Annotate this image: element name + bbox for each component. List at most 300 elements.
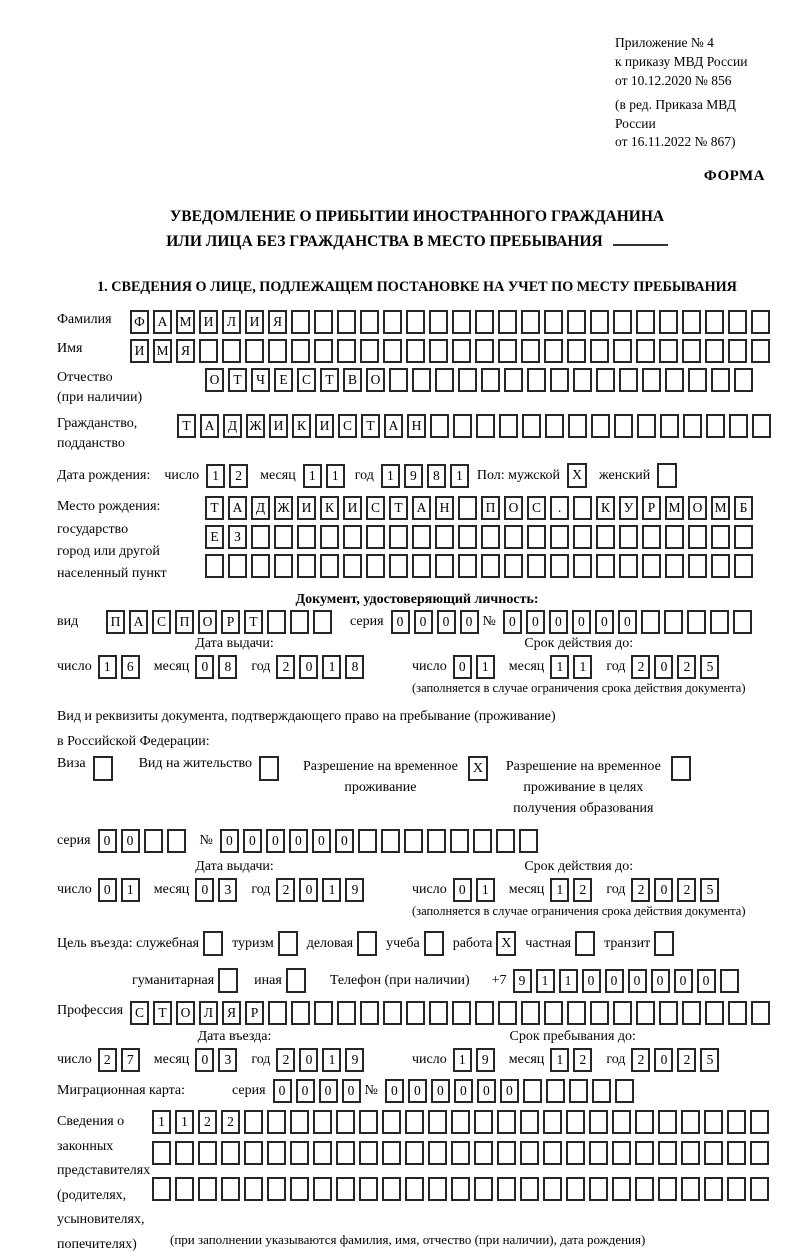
form-cell [751, 339, 770, 363]
patronymic-row [57, 368, 777, 409]
form-cell [451, 1141, 470, 1165]
form-cell [406, 1001, 425, 1025]
form-cell [590, 310, 609, 334]
form-cell: Д [251, 496, 270, 520]
form-cell: 0 [460, 610, 479, 634]
residence-issue-month-cells [195, 878, 241, 902]
form-cell [474, 1141, 493, 1165]
form-cell [543, 1177, 562, 1201]
identity-valid-year-cells [631, 655, 723, 679]
form-cell [544, 310, 563, 334]
form-cell: М [153, 339, 172, 363]
form-cell [727, 1110, 746, 1134]
form-cell [659, 310, 678, 334]
form-cell [245, 339, 264, 363]
birthplace-row [57, 496, 777, 586]
form-cell [566, 1141, 585, 1165]
year-label: год [251, 1052, 271, 1068]
form-cell: 9 [513, 969, 532, 993]
form-cell: 0 [195, 878, 214, 902]
form-cell: 6 [121, 655, 140, 679]
year-label: год [606, 658, 626, 674]
visa-option [57, 756, 113, 781]
form-cell [267, 1110, 286, 1134]
form-cell [752, 414, 771, 438]
form-cell: 2 [677, 1048, 696, 1072]
birthplace-label-line3: город или другой [57, 543, 160, 559]
birthplace-cell-rows [205, 496, 757, 583]
form-cell [268, 339, 287, 363]
form-cell: 1 [175, 1110, 194, 1134]
temp-residence-label-line2: проживание [344, 780, 417, 796]
form-cell [568, 414, 587, 438]
restriction-note: (заполняется в случае ограничения срока действия документа) [412, 680, 746, 695]
form-cell [475, 339, 494, 363]
form-cell: Р [245, 1001, 264, 1025]
identity-issue-col [57, 636, 412, 696]
form-cell [435, 554, 454, 578]
form-cell: 0 [195, 1048, 214, 1072]
temp-residence-label [303, 756, 458, 798]
form-cell [520, 1141, 539, 1165]
form-cell [381, 829, 400, 853]
stay-until-heading: Срок пребывания до: [509, 1029, 636, 1045]
entry-day-cells [98, 1048, 144, 1072]
form-cell: 0 [477, 1079, 496, 1103]
form-cell: 1 [121, 878, 140, 902]
form-cell: С [130, 1001, 149, 1025]
form-cell: 1 [322, 655, 341, 679]
form-cell [268, 1001, 287, 1025]
representatives-label-line4: (родителях, [57, 1187, 127, 1203]
purpose-option-label: деловая [306, 935, 354, 951]
purpose-row2 [132, 968, 777, 993]
form-cell: 0 [289, 829, 308, 853]
form-cell [343, 554, 362, 578]
form-cell: А [384, 414, 403, 438]
form-cell [474, 1110, 493, 1134]
form-cell: Р [642, 496, 661, 520]
form-cell [615, 1079, 634, 1103]
form-cell: 1 [381, 464, 400, 488]
form-cell [458, 554, 477, 578]
form-cell: 2 [276, 878, 295, 902]
form-cell [412, 368, 431, 392]
form-cell [291, 339, 310, 363]
form-cell [452, 310, 471, 334]
form-cell [612, 1177, 631, 1201]
form-cell [496, 829, 515, 853]
form-cell [404, 829, 423, 853]
birth-month-cells [303, 464, 349, 488]
form-cell: О [198, 610, 217, 634]
temp-residence-edu-label [506, 756, 661, 819]
form-cell [704, 1141, 723, 1165]
migration-card-label: Миграционная карта: [57, 1083, 186, 1099]
purpose-delovaya-checkbox [357, 931, 377, 956]
form-cell [498, 310, 517, 334]
citizenship-row [57, 414, 777, 455]
purpose-label: Цель въезда: служебная [57, 935, 200, 951]
form-cell [383, 310, 402, 334]
representatives-label-line5: усыновителях, [57, 1212, 145, 1228]
form-cell [659, 339, 678, 363]
form-cell [613, 310, 632, 334]
title-line2 [57, 230, 777, 255]
form-cell: 0 [503, 610, 522, 634]
form-cell [592, 1079, 611, 1103]
birthplace-label [57, 496, 205, 586]
form-cell [504, 525, 523, 549]
form-cell: Е [205, 525, 224, 549]
form-cell: Д [223, 414, 242, 438]
form-cell [658, 1110, 677, 1134]
residence-intro-line1: Вид и реквизиты документа, подтверждающего право на пребывание (проживание) [57, 708, 556, 724]
form-cell [635, 1110, 654, 1134]
form-cell [683, 414, 702, 438]
identity-doc-heading: Документ, удостоверяющий личность: [295, 591, 539, 607]
form-cell [221, 1141, 240, 1165]
form-cell [569, 1079, 588, 1103]
migration-series-label: серия [232, 1083, 266, 1099]
residence-issue-date [57, 878, 378, 902]
form-cell [520, 1177, 539, 1201]
form-cell [527, 525, 546, 549]
form-cell [475, 1001, 494, 1025]
form-cell [573, 554, 592, 578]
day-label: число [57, 882, 92, 898]
firstname-label: Имя [57, 340, 83, 356]
form-cell [366, 525, 385, 549]
form-cell: Л [222, 310, 241, 334]
month-label: месяц [153, 658, 190, 674]
form-cell: К [320, 496, 339, 520]
purpose-option-label: учеба [386, 935, 420, 951]
form-cell: У [619, 496, 638, 520]
form-cell [521, 310, 540, 334]
identity-doc-dates [57, 636, 777, 696]
form-cell: 2 [677, 878, 696, 902]
form-cell [635, 1141, 654, 1165]
form-cell: А [228, 496, 247, 520]
form-cell [451, 1110, 470, 1134]
form-cell [596, 554, 615, 578]
form-cell [636, 310, 655, 334]
temp-residence-edu-checkbox [671, 756, 691, 781]
form-cell: 2 [221, 1110, 240, 1134]
form-cell: 5 [700, 655, 719, 679]
form-cell [642, 368, 661, 392]
form-cell: 0 [437, 610, 456, 634]
form-cell: С [338, 414, 357, 438]
purpose-option-label: туризм [232, 935, 274, 951]
form-cell [244, 1177, 263, 1201]
identity-valid-col [412, 636, 745, 696]
form-cell [405, 1177, 424, 1201]
form-cell: Т [205, 496, 224, 520]
form-cell [198, 1141, 217, 1165]
form-cell: Т [320, 368, 339, 392]
form-cell: О [688, 496, 707, 520]
form-cell: 0 [582, 969, 601, 993]
migration-number-cells [385, 1079, 638, 1103]
form-cell [389, 554, 408, 578]
form-cell: Н [435, 496, 454, 520]
form-cell: 1 [206, 464, 225, 488]
residence-series-label: серия [57, 833, 91, 849]
purpose-tourism-checkbox [278, 931, 298, 956]
stay-until-date [412, 1048, 733, 1072]
form-cell: 0 [628, 969, 647, 993]
form-cell [619, 525, 638, 549]
form-cell: Т [361, 414, 380, 438]
form-cell: И [315, 414, 334, 438]
form-cell: Б [734, 496, 753, 520]
birthplace-label-line2: государство [57, 521, 129, 537]
form-cell: И [343, 496, 362, 520]
form-cell [727, 1141, 746, 1165]
birthdate-label: Дата рождения: [57, 467, 151, 483]
form-cell [688, 525, 707, 549]
birth-year-cells [381, 464, 473, 488]
form-cell [297, 554, 316, 578]
form-cell [359, 1141, 378, 1165]
stay-day-cells [453, 1048, 499, 1072]
form-cell: 1 [322, 878, 341, 902]
temp-residence-edu-line2: проживание в целях [523, 780, 644, 796]
form-cell [222, 339, 241, 363]
form-cell [389, 525, 408, 549]
identity-issue-year-cells [276, 655, 368, 679]
form-cell: 1 [453, 1048, 472, 1072]
entry-date-heading: Дата въезда: [197, 1029, 272, 1045]
form-cell: 0 [526, 610, 545, 634]
form-cell: 2 [631, 1048, 650, 1072]
form-cell [497, 1110, 516, 1134]
form-cell [476, 414, 495, 438]
month-label: месяц [508, 1052, 545, 1068]
form-cell: С [527, 496, 546, 520]
form-cell: 1 [98, 655, 117, 679]
representatives-label [57, 1110, 152, 1257]
form-cell: А [412, 496, 431, 520]
form-cell [637, 414, 656, 438]
valid-until-heading: Срок действия до: [524, 859, 634, 875]
form-cell [382, 1177, 401, 1201]
form-cell [199, 339, 218, 363]
form-cell: 0 [654, 1048, 673, 1072]
birthplace-cells-row2 [205, 525, 757, 549]
year-label: год [251, 658, 271, 674]
form-cell [642, 554, 661, 578]
form-cell [750, 1141, 769, 1165]
title-underline [613, 244, 668, 246]
form-cell: Я [268, 310, 287, 334]
form-cell [498, 1001, 517, 1025]
form-cell [687, 610, 706, 634]
form-cell: 9 [476, 1048, 495, 1072]
form-cell [573, 525, 592, 549]
form-cell [267, 1177, 286, 1201]
form-cell [550, 554, 569, 578]
form-cell [205, 554, 224, 578]
form-cell: 3 [218, 878, 237, 902]
form-cell [504, 554, 523, 578]
month-label: месяц [153, 882, 190, 898]
purpose-humanitarian-checkbox [218, 968, 238, 993]
form-cell [544, 339, 563, 363]
form-cell [682, 1001, 701, 1025]
year-label: год [606, 882, 626, 898]
form-cell: 0 [654, 655, 673, 679]
form-cell [750, 1177, 769, 1201]
form-cell: 1 [322, 1048, 341, 1072]
entry-date-col [57, 1029, 412, 1072]
form-cell [175, 1177, 194, 1201]
form-cell: 0 [98, 829, 117, 853]
form-cell [336, 1141, 355, 1165]
form-cell: 0 [408, 1079, 427, 1103]
form-cell [519, 829, 538, 853]
form-cell [290, 1141, 309, 1165]
form-cell: 0 [651, 969, 670, 993]
form-cell [497, 1177, 516, 1201]
form-cell [734, 554, 753, 578]
form-cell: Т [228, 368, 247, 392]
form-cell: И [130, 339, 149, 363]
form-cell: А [129, 610, 148, 634]
form-cell [382, 1110, 401, 1134]
form-cell [429, 339, 448, 363]
form-cell [688, 554, 707, 578]
form-cell [619, 554, 638, 578]
form-cell: Т [389, 496, 408, 520]
form-cell [704, 1177, 723, 1201]
surname-label: Фамилия [57, 311, 112, 327]
purpose-other-checkbox [286, 968, 306, 993]
form-cell: И [199, 310, 218, 334]
residence-number-label: № [199, 833, 213, 849]
birthplace-cells-row1 [205, 496, 757, 520]
citizenship-label-line2: подданство [57, 435, 125, 451]
identity-issue-date [57, 655, 378, 679]
form-cell: 3 [218, 1048, 237, 1072]
form-cell [636, 1001, 655, 1025]
form-cell [711, 554, 730, 578]
form-cell: 1 [476, 878, 495, 902]
valid-until-heading: Срок действия до: [524, 635, 634, 651]
year-label: год [606, 1052, 626, 1068]
form-cell [728, 1001, 747, 1025]
doc-type-label: вид [57, 613, 79, 629]
form-cell: И [297, 496, 316, 520]
form-cell: И [245, 310, 264, 334]
residence-issue-year-cells [276, 878, 368, 902]
form-cell: 1 [303, 464, 322, 488]
form-cell [336, 1177, 355, 1201]
form-cell [705, 339, 724, 363]
residence-permit-label: Вид на жительство [138, 756, 252, 772]
form-cell [573, 368, 592, 392]
visa-label: Виза [57, 756, 86, 772]
form-cell: 0 [266, 829, 285, 853]
issue-date-heading: Дата выдачи: [195, 859, 274, 875]
form-cell [573, 496, 592, 520]
purpose-study-checkbox [424, 931, 444, 956]
form-cell [642, 525, 661, 549]
entry-date [57, 1048, 378, 1072]
title-line2-text: ИЛИ ЛИЦА БЕЗ ГРАЖДАНСТВА В МЕСТО ПРЕБЫВАНИЯ [166, 233, 603, 251]
form-cell [481, 368, 500, 392]
form-cell: 0 [414, 610, 433, 634]
patronymic-label [57, 368, 205, 409]
form-cell [728, 310, 747, 334]
form-cell [167, 829, 186, 853]
form-cell [614, 414, 633, 438]
form-cell: 1 [476, 655, 495, 679]
form-cell [405, 1110, 424, 1134]
representatives-cells-row2 [152, 1141, 773, 1165]
form-cell: Я [222, 1001, 241, 1025]
form-cell: З [228, 525, 247, 549]
form-cell: О [205, 368, 224, 392]
form-cell [290, 1177, 309, 1201]
form-cell [596, 525, 615, 549]
form-cell: 0 [618, 610, 637, 634]
form-cell [498, 339, 517, 363]
surname-cells [130, 310, 774, 334]
form-cell: 5 [700, 1048, 719, 1072]
representatives-row [57, 1110, 777, 1257]
form-cell [291, 1001, 310, 1025]
form-cell [435, 525, 454, 549]
birthplace-cells-row3 [205, 554, 757, 578]
form-cell: 0 [342, 1079, 361, 1103]
purpose-private-checkbox [575, 931, 595, 956]
identity-doc-row [57, 610, 777, 634]
form-cell [406, 339, 425, 363]
form-cell [320, 525, 339, 549]
identity-issue-day-cells [98, 655, 144, 679]
form-cell: 2 [573, 878, 592, 902]
form-cell [175, 1141, 194, 1165]
form-cell [751, 310, 770, 334]
form-cell: 0 [312, 829, 331, 853]
form-cell: 0 [296, 1079, 315, 1103]
form-cell [144, 829, 163, 853]
form-cell [751, 1001, 770, 1025]
form-cell [545, 414, 564, 438]
purpose-row [57, 931, 777, 956]
form-cell: 2 [276, 1048, 295, 1072]
appendix-block [615, 34, 777, 152]
form-cell [290, 610, 309, 634]
year-label: год [251, 882, 271, 898]
stay-year-cells [631, 1048, 723, 1072]
form-cell [251, 554, 270, 578]
doc-number-label: № [482, 613, 496, 629]
birth-day-cells [206, 464, 252, 488]
form-cell: В [343, 368, 362, 392]
form-cell [497, 1141, 516, 1165]
form-cell: 0 [605, 969, 624, 993]
profession-label: Профессия [57, 1003, 124, 1019]
form-cell [635, 1177, 654, 1201]
migration-card-row [57, 1079, 777, 1103]
form-cell [706, 414, 725, 438]
form-cell [527, 368, 546, 392]
residence-doc-options [57, 756, 777, 819]
